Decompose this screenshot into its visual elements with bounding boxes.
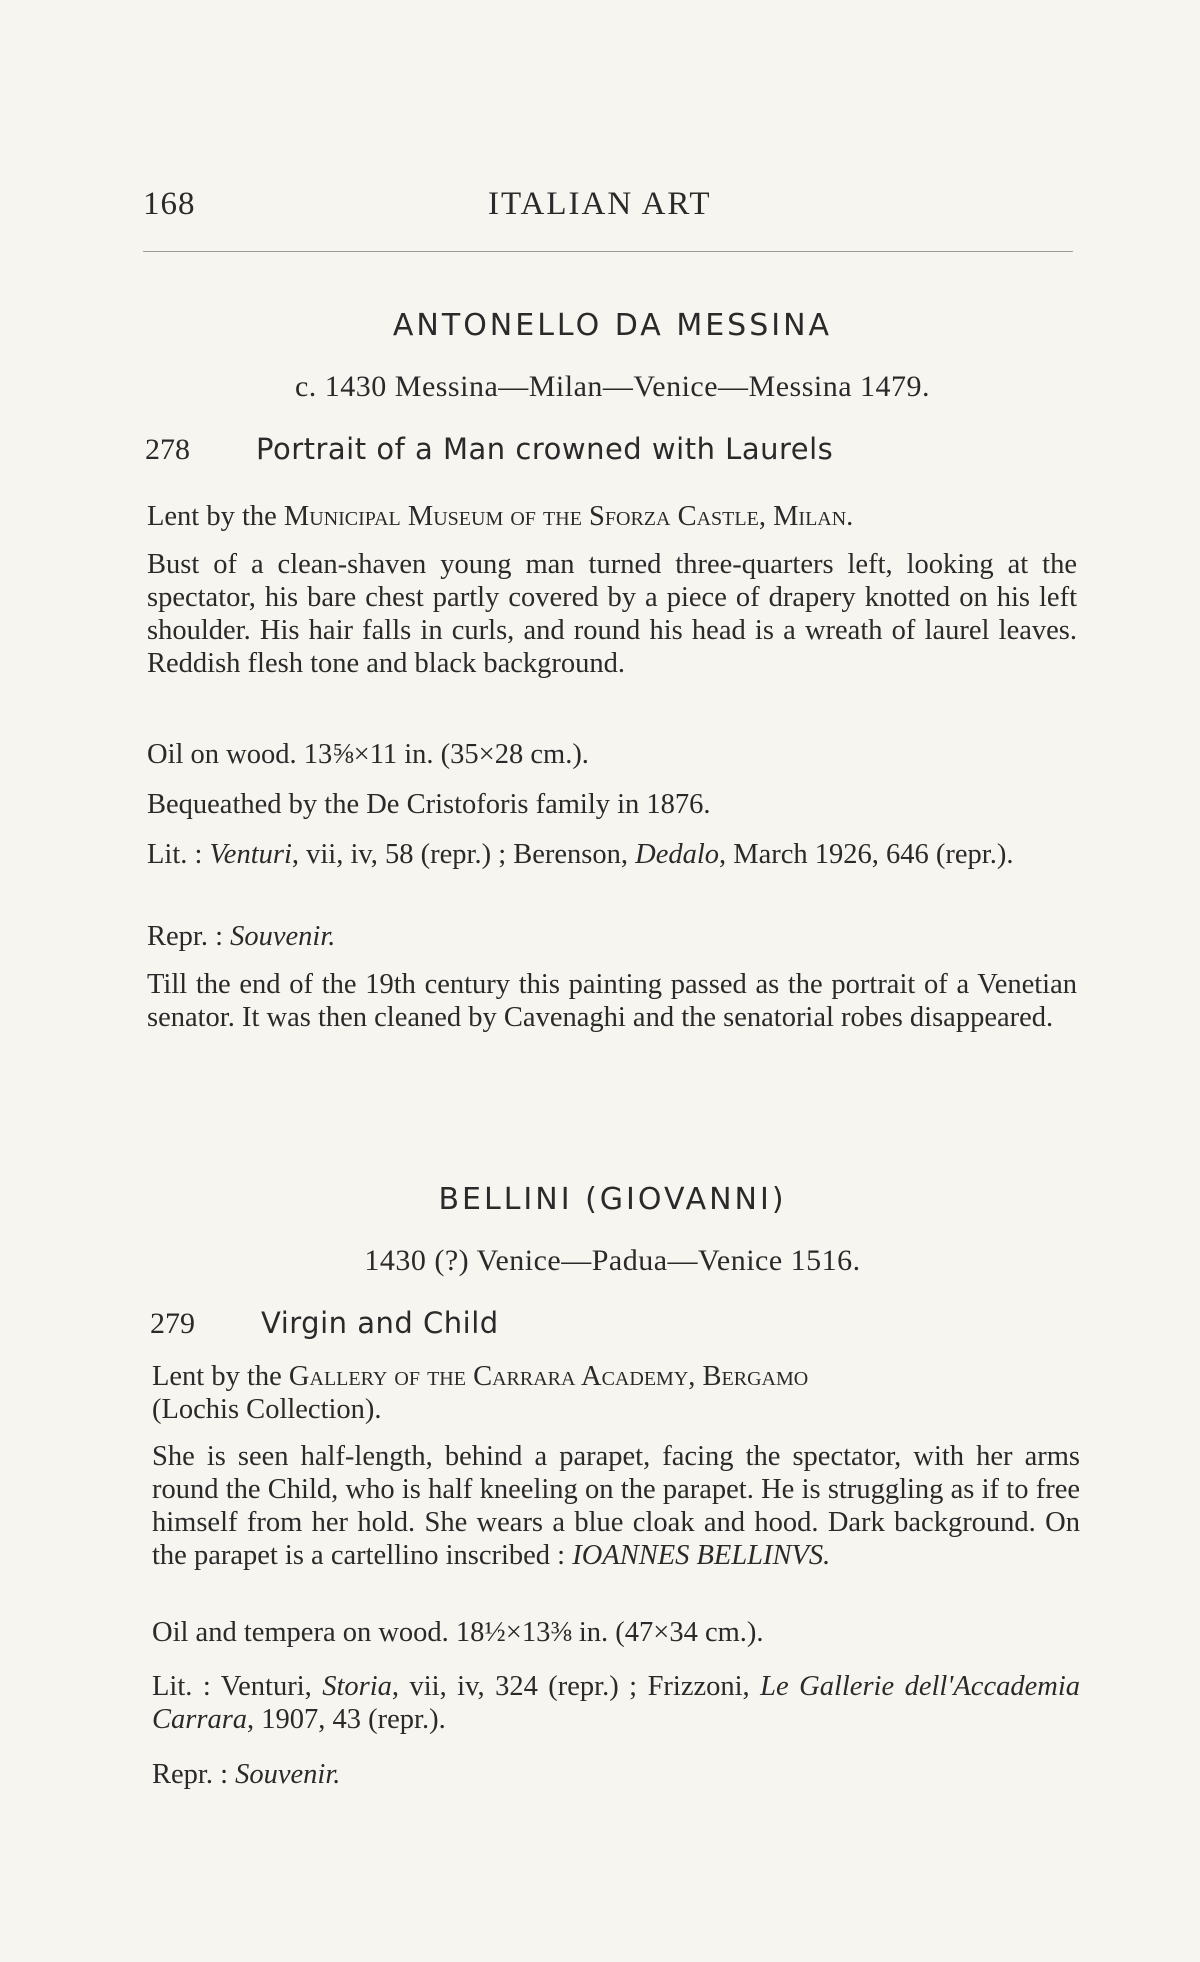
literature: Lit. : Venturi, Storia, vii, iv, 324 (repr.) ; Frizzoni, Le Gallerie dell'Accademia Carrara, 1907, 43 (repr.). [152, 1671, 1081, 1735]
artist-dates: c. 1430 Messina—Milan—Venice—Messina 1479. [294, 370, 931, 403]
header-rule [143, 251, 1073, 252]
lender-line: Lent by the Gallery of the Carrara Academy, Bergamo (Lochis Collection). [152, 1361, 809, 1425]
artist-dates: 1430 (?) Venice—Padua—Venice 1516. [364, 1244, 861, 1277]
reproduction: Repr. : Souvenir. [147, 921, 336, 952]
catalogue-entry-heading [150, 1306, 499, 1341]
artwork-title: Virgin and Child [261, 1306, 499, 1340]
running-title: ITALIAN ART [488, 186, 712, 222]
artwork-medium: Oil on wood. 13⅝×11 in. (35×28 cm.). [147, 739, 589, 770]
lender-line: Lent by the Municipal Museum of the Sforza Castle, Milan. [147, 501, 854, 532]
artwork-title: Portrait of a Man crowned with Laurels [256, 432, 834, 466]
artwork-description: She is seen half-length, behind a parapet, facing the spectator, with her arms round the Child, who is half kneeling on the parapet. He is struggling as if to free himself from her hold. She wears a blue cloak and hood. Dark background. On the parapet is a cartellino inscribed : IOANNES BELLINVS. [152, 1441, 1080, 1571]
reproduction: Repr. : Souvenir. [152, 1759, 341, 1790]
catalogue-number: 279 [150, 1307, 195, 1340]
catalogue-entry-heading [145, 432, 833, 467]
lender-institution: Gallery of the Carrara Academy, Bergamo [288, 1361, 809, 1392]
catalogue-number: 278 [145, 433, 190, 466]
lender-institution: Municipal Museum of the Sforza Castle, Milan. [283, 501, 854, 532]
artwork-description: Bust of a clean-shaven young man turned three-quarters left, looking at the spectator, his bare chest partly covered by a piece of drapery knotted on his left shoulder. His hair falls in curls, and round his head is a wreath of laurel leaves. Reddish flesh tone and black background. [147, 549, 1077, 679]
artist-heading: BELLINI (GIOVANNI) [438, 1182, 787, 1217]
artist-heading: ANTONELLO DA MESSINA [392, 308, 833, 343]
page-number: 168 [143, 186, 196, 222]
artwork-medium: Oil and tempera on wood. 18½×13⅜ in. (47×34 cm.). [152, 1617, 764, 1648]
inscription: IOANNES BELLINVS. [572, 1540, 831, 1571]
artwork-provenance: Bequeathed by the De Cristoforis family in 1876. [147, 789, 711, 820]
artwork-note: Till the end of the 19th century this painting passed as the portrait of a Venetian senator. It was then cleaned by Cavenaghi and the senatorial robes disappeared. [147, 969, 1077, 1033]
literature: Lit. : Venturi, vii, iv, 58 (repr.) ; Berenson, Dedalo, March 1926, 646 (repr.). [147, 839, 1014, 870]
